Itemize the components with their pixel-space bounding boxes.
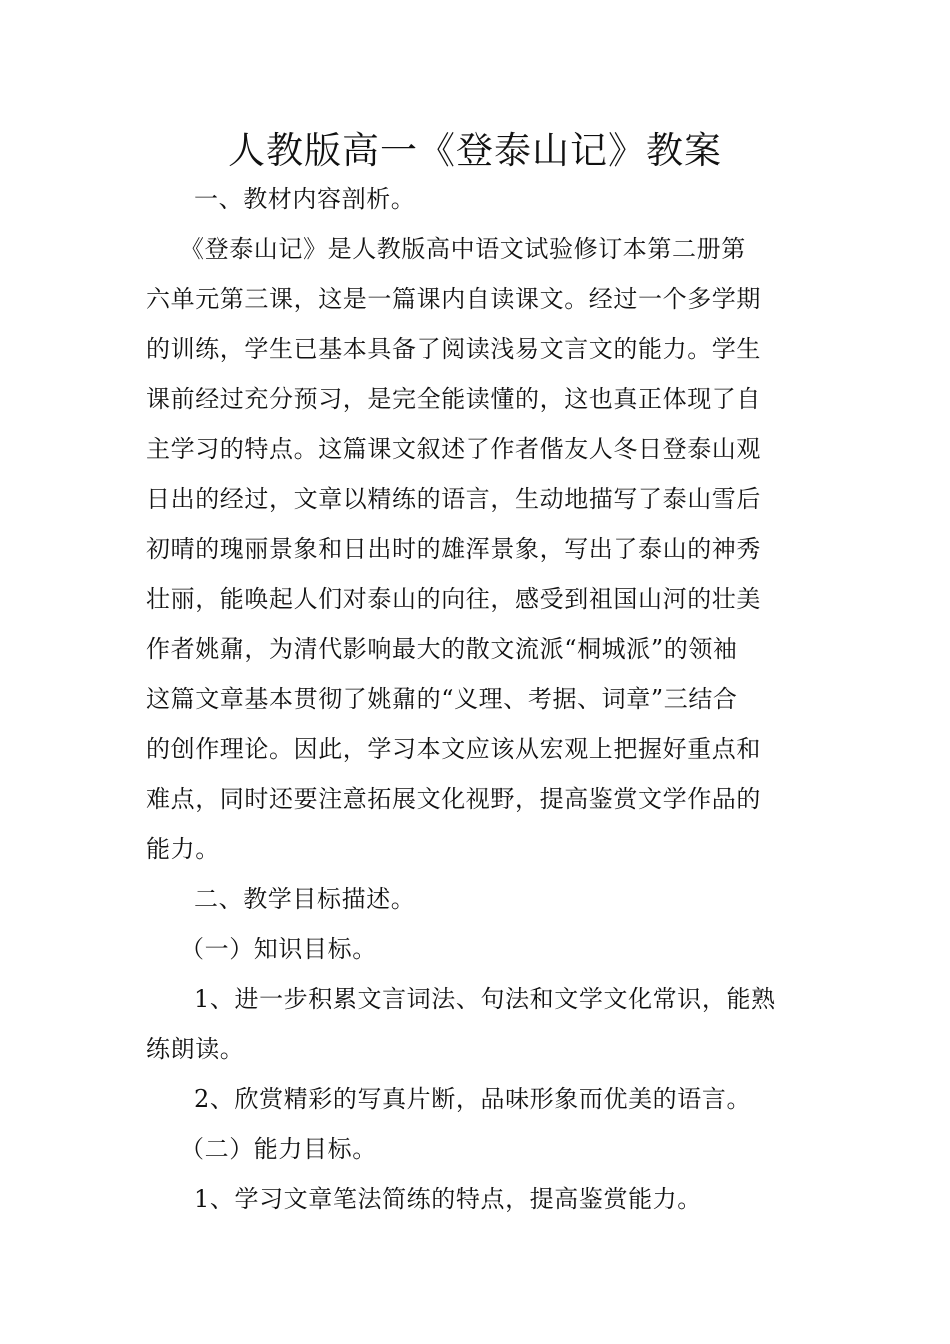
paragraph-line: 的训练，学生已基本具备了阅读浅易文言文的能力。学生 xyxy=(146,335,761,363)
paragraph-line: 难点，同时还要注意拓展文化视野，提高鉴赏文学作品的 xyxy=(146,785,761,813)
document-title: 人教版高一《登泰山记》教案 xyxy=(228,129,722,172)
paragraph-line: 《登泰山记》是人教版高中语文试验修订本第二册第 xyxy=(180,235,746,263)
paragraph-line: 主学习的特点。这篇课文叙述了作者偕友人冬日登泰山观 xyxy=(146,435,761,463)
section-heading-2: 二、教学目标描述。 xyxy=(194,885,416,913)
list-item: 2、欣赏精彩的写真片断，品味形象而优美的语言。 xyxy=(194,1085,752,1113)
subsection-heading: （一）知识目标。 xyxy=(180,935,377,963)
paragraph-line: 六单元第三课，这是一篇课内自读课文。经过一个多学期 xyxy=(146,285,761,313)
section-heading-1: 一、教材内容剖析。 xyxy=(194,185,416,213)
paragraph-line: 课前经过充分预习，是完全能读懂的，这也真正体现了自 xyxy=(146,385,761,413)
paragraph-line: 初晴的瑰丽景象和日出时的雄浑景象，写出了泰山的神秀 xyxy=(146,535,761,563)
list-item: 1、进一步积累文言词法、句法和文学文化常识，能熟 xyxy=(194,985,776,1013)
list-item-continuation: 练朗读。 xyxy=(146,1035,245,1063)
list-item: 1、学习文章笔法简练的特点，提高鉴赏能力。 xyxy=(194,1185,702,1213)
paragraph-line: 日出的经过，文章以精练的语言，生动地描写了泰山雪后 xyxy=(146,485,761,513)
paragraph-line: 这篇文章基本贯彻了姚鼐的“义理、考据、词章”三结合 xyxy=(146,685,738,713)
paragraph-line: 作者姚鼐，为清代影响最大的散文流派“桐城派”的领袖 xyxy=(146,635,738,663)
subsection-heading: （二）能力目标。 xyxy=(180,1135,377,1163)
paragraph-line: 壮丽，能唤起人们对泰山的向往，感受到祖国山河的壮美 xyxy=(146,585,761,613)
paragraph-line: 能力。 xyxy=(146,835,220,863)
paragraph-line: 的创作理论。因此，学习本文应该从宏观上把握好重点和 xyxy=(146,735,761,763)
